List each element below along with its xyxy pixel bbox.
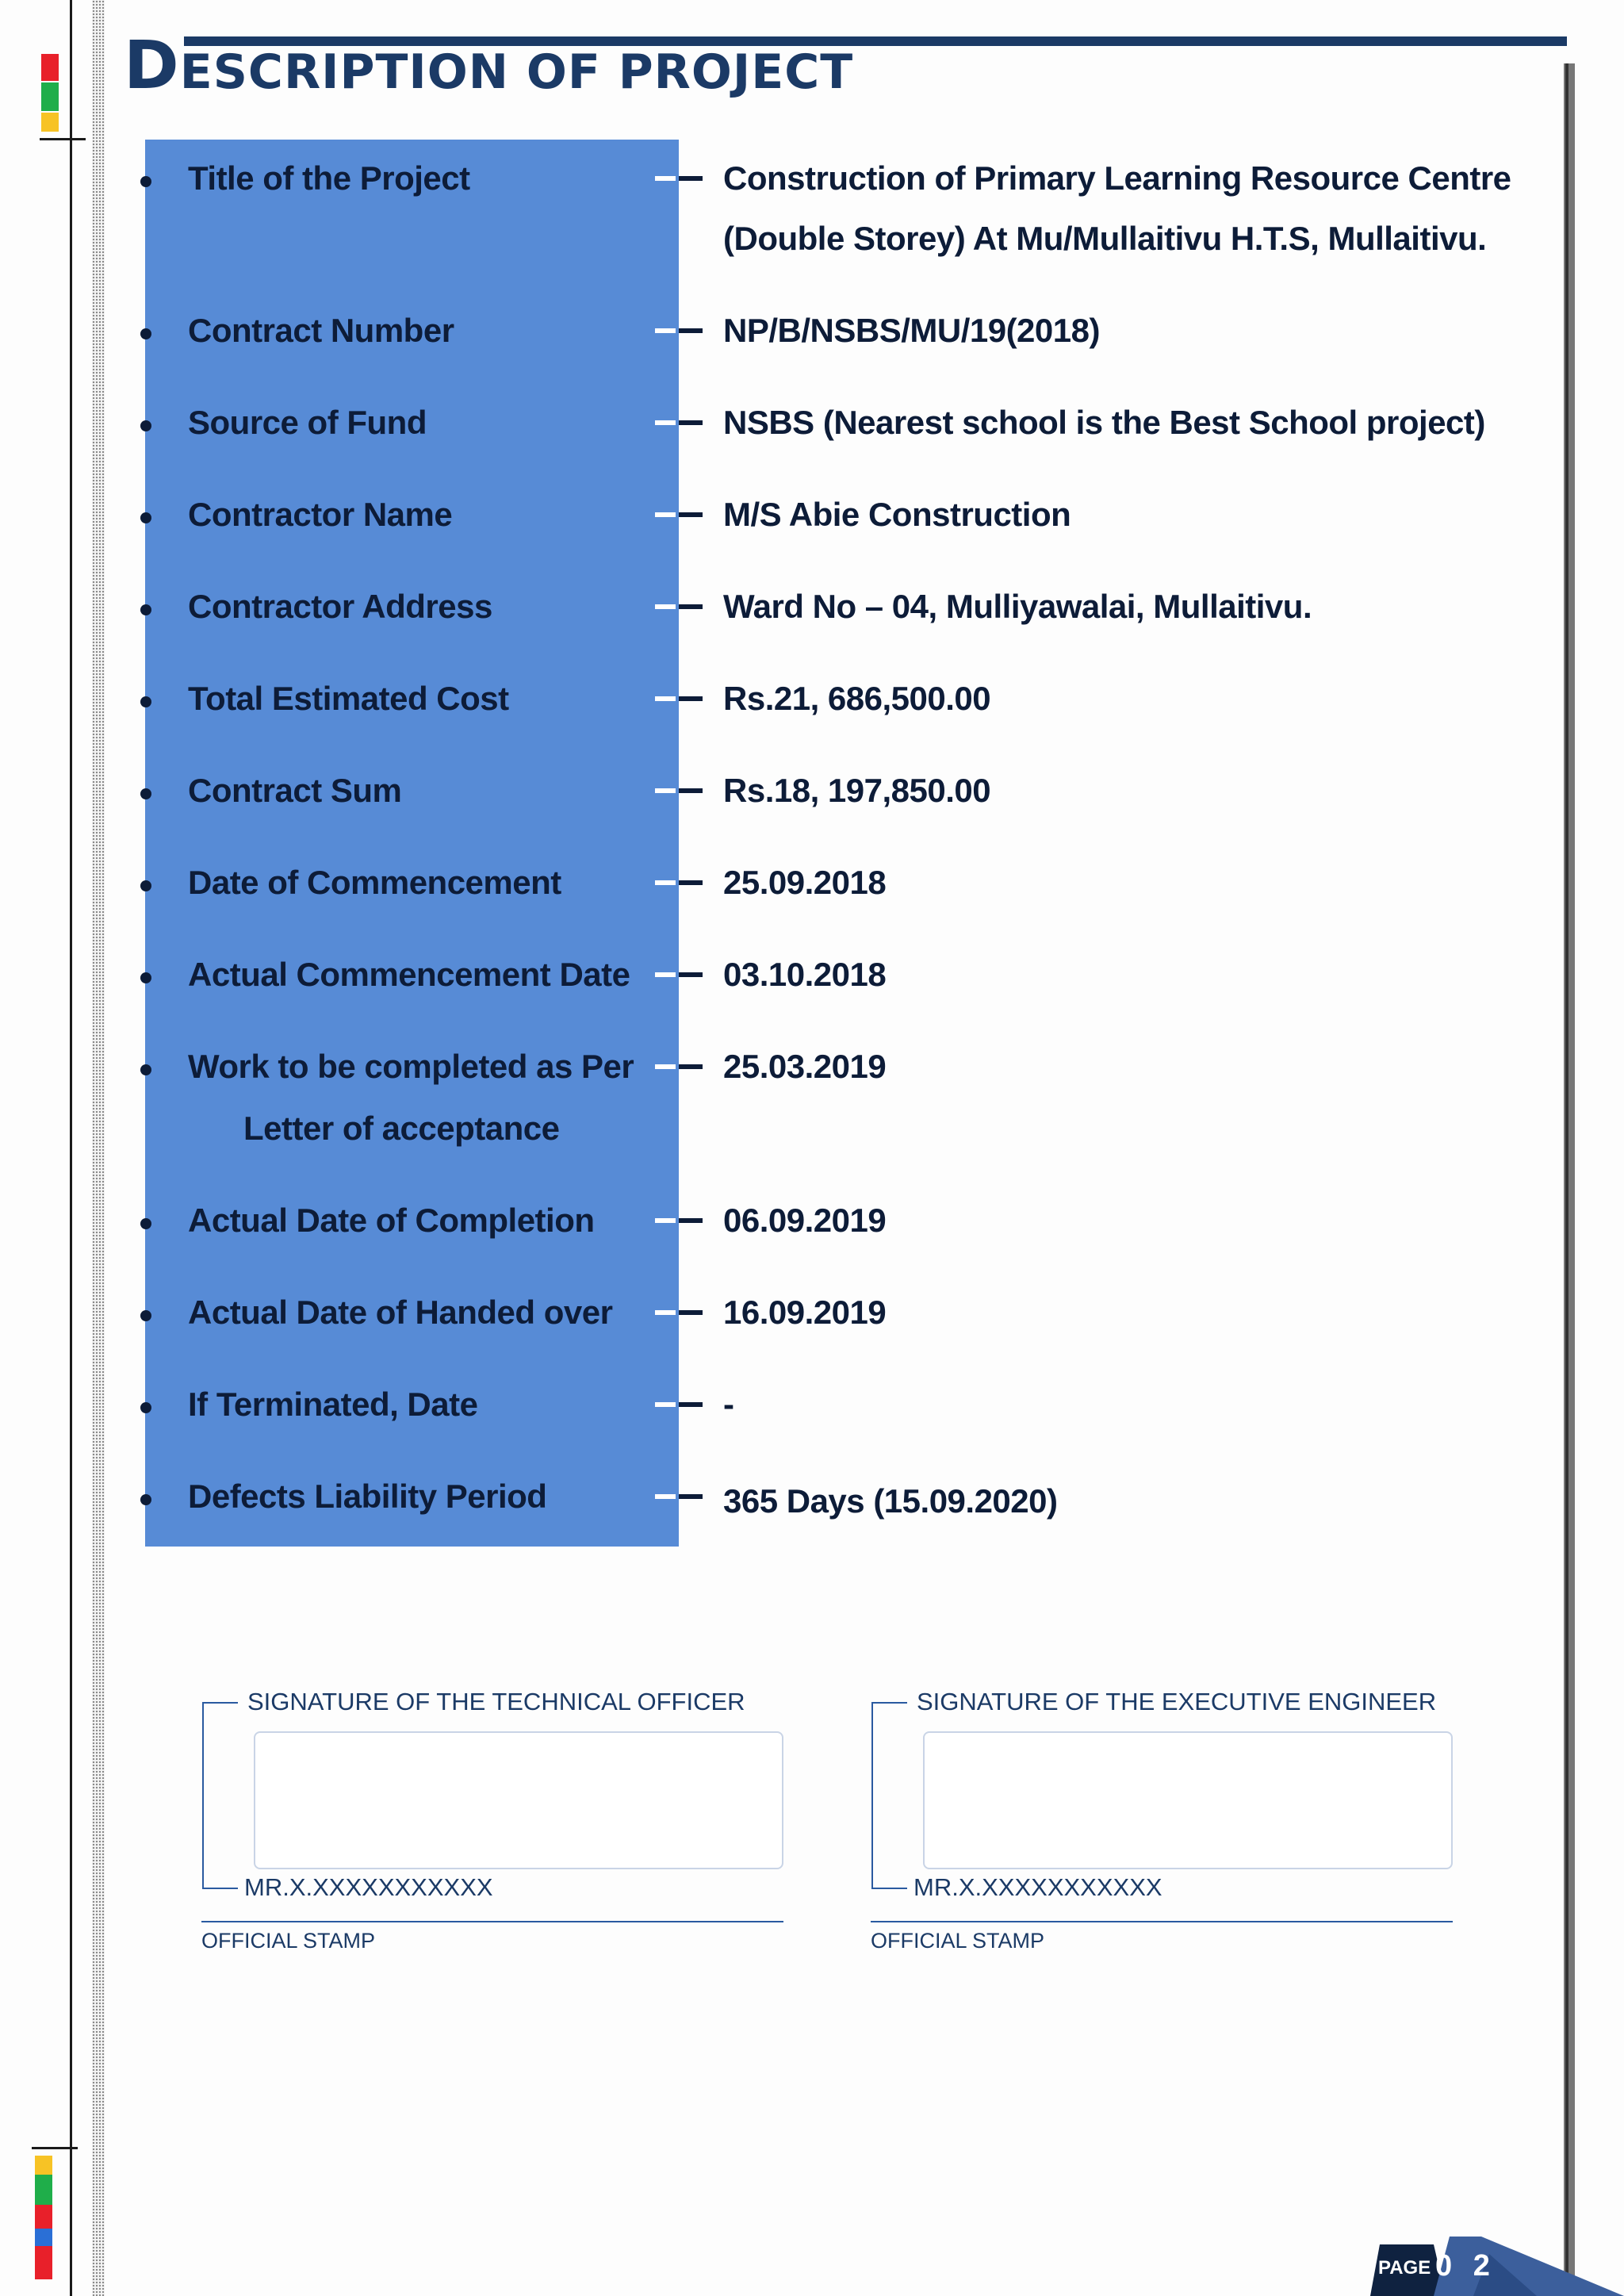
- bottom-yellow-color-mark: [35, 2156, 52, 2175]
- bullet-icon: [140, 512, 151, 523]
- detail-label: Contractor Address: [188, 588, 492, 625]
- separator-dash: [655, 880, 676, 885]
- separator-dash: [655, 512, 676, 517]
- separator-dash: [679, 1402, 703, 1407]
- signature-box[interactable]: [254, 1731, 783, 1869]
- detail-value: -: [723, 1386, 734, 1423]
- page-label: PAGE: [1378, 2257, 1431, 2279]
- bottom-red-color-mark-2: [35, 2246, 52, 2279]
- detail-value: 06.09.2019: [723, 1202, 887, 1239]
- signer-name: MR.X.XXXXXXXXXXX: [914, 1873, 1162, 1901]
- separator-dash: [655, 1402, 676, 1407]
- bottom-crosshair-mark: [32, 2147, 78, 2149]
- separator-dash: [679, 788, 703, 793]
- red-color-mark: [41, 54, 59, 81]
- page-title-initial: D: [124, 26, 180, 104]
- yellow-color-mark: [41, 113, 59, 132]
- bullet-icon: [140, 880, 151, 891]
- detail-value-continued: (Double Storey) At Mu/Mullaitivu H.T.S, Mullaitivu.: [723, 220, 1487, 257]
- page-number: 0 2: [1435, 2249, 1496, 2283]
- detail-label: If Terminated, Date: [188, 1386, 478, 1423]
- signature-bracket: [202, 1702, 247, 1889]
- bottom-blue-color-mark: [35, 2229, 52, 2246]
- detail-value: NSBS (Nearest school is the Best School project): [723, 404, 1485, 441]
- separator-dash: [655, 328, 676, 333]
- detail-label: Title of the Project: [188, 159, 470, 197]
- detail-label: Source of Fund: [188, 404, 427, 441]
- detail-label: Work to be completed as Per: [188, 1048, 634, 1085]
- detail-value: 365 Days (15.09.2020): [723, 1482, 1058, 1520]
- signature-title: SIGNATURE OF THE TECHNICAL OFFICER: [247, 1688, 745, 1715]
- separator-dash: [679, 1494, 703, 1499]
- official-stamp-label: OFFICIAL STAMP: [201, 1929, 376, 1953]
- detail-label: Defects Liability Period: [188, 1478, 547, 1515]
- signature-bracket: [871, 1702, 916, 1889]
- bullet-icon: [140, 788, 151, 799]
- separator-dash: [655, 1064, 676, 1069]
- separator-dash: [679, 604, 703, 609]
- separator-dash: [679, 328, 703, 333]
- detail-label: Total Estimated Cost: [188, 680, 509, 717]
- bullet-icon: [140, 696, 151, 707]
- official-stamp-label: OFFICIAL STAMP: [871, 1929, 1045, 1953]
- separator-dash: [679, 972, 703, 977]
- signature-title-mask: [907, 1689, 1446, 1715]
- separator-dash: [679, 512, 703, 517]
- bullet-icon: [140, 328, 151, 339]
- detail-label: Actual Date of Handed over: [188, 1294, 613, 1331]
- separator-dash: [679, 176, 703, 181]
- stamp-rule: [201, 1921, 783, 1922]
- separator-dash: [655, 696, 676, 701]
- bottom-green-color-mark: [35, 2175, 52, 2205]
- signer-name: MR.X.XXXXXXXXXXX: [244, 1873, 493, 1901]
- separator-dash: [679, 1310, 703, 1315]
- detail-label: Contract Number: [188, 312, 454, 349]
- separator-dash: [655, 1310, 676, 1315]
- detail-value: 25.09.2018: [723, 864, 887, 901]
- bullet-icon: [140, 1310, 151, 1321]
- separator-dash: [655, 1494, 676, 1499]
- crosshair-mark: [40, 138, 86, 140]
- detail-value: 03.10.2018: [723, 956, 887, 993]
- stamp-rule: [871, 1921, 1453, 1922]
- detail-value: NP/B/NSBS/MU/19(2018): [723, 312, 1100, 349]
- separator-dash: [679, 1218, 703, 1223]
- separator-dash: [655, 604, 676, 609]
- crosshair-mark-vertical: [70, 119, 72, 163]
- right-page-border-inner: [1565, 63, 1568, 2296]
- separator-dash: [655, 176, 676, 181]
- detail-value: Ward No – 04, Mulliyawalai, Mullaitivu.: [723, 588, 1312, 625]
- bullet-icon: [140, 1064, 151, 1075]
- bullet-icon: [140, 1218, 151, 1229]
- detail-value: Rs.21, 686,500.00: [723, 680, 991, 717]
- bottom-red-color-mark: [35, 2205, 52, 2229]
- green-color-mark: [41, 82, 59, 111]
- detail-label: Contract Sum: [188, 772, 402, 809]
- signature-title: SIGNATURE OF THE EXECUTIVE ENGINEER: [917, 1688, 1437, 1715]
- detail-value: Construction of Primary Learning Resource Centre: [723, 159, 1511, 197]
- page-title: [124, 26, 854, 104]
- detail-label: Actual Commencement Date: [188, 956, 630, 993]
- detail-label: Actual Date of Completion: [188, 1202, 595, 1239]
- dotted-margin-strip: [92, 0, 105, 2296]
- page-title-rest: ESCRIPTION OF PROJECT: [179, 44, 854, 100]
- separator-dash: [655, 420, 676, 425]
- separator-dash: [679, 420, 703, 425]
- bullet-icon: [140, 972, 151, 983]
- detail-label-continued: Letter of acceptance: [243, 1110, 560, 1147]
- separator-dash: [655, 972, 676, 977]
- left-margin-rule: [70, 0, 72, 2296]
- signature-name-mask: [238, 1875, 500, 1899]
- detail-value: M/S Abie Construction: [723, 496, 1071, 533]
- bullet-icon: [140, 420, 151, 431]
- signature-title-mask: [238, 1689, 755, 1715]
- detail-value: Rs.18, 197,850.00: [723, 772, 991, 809]
- detail-value: 25.03.2019: [723, 1048, 887, 1085]
- signature-box[interactable]: [923, 1731, 1453, 1869]
- bullet-icon: [140, 604, 151, 615]
- separator-dash: [679, 880, 703, 885]
- signature-name-mask: [907, 1875, 1169, 1899]
- separator-dash: [655, 788, 676, 793]
- detail-label: Contractor Name: [188, 496, 453, 533]
- bullet-icon: [140, 176, 151, 187]
- separator-dash: [655, 1218, 676, 1223]
- detail-label: Date of Commencement: [188, 864, 561, 901]
- separator-dash: [679, 696, 703, 701]
- separator-dash: [679, 1064, 703, 1069]
- bullet-icon: [140, 1494, 151, 1505]
- detail-value: 16.09.2019: [723, 1294, 887, 1331]
- bullet-icon: [140, 1402, 151, 1413]
